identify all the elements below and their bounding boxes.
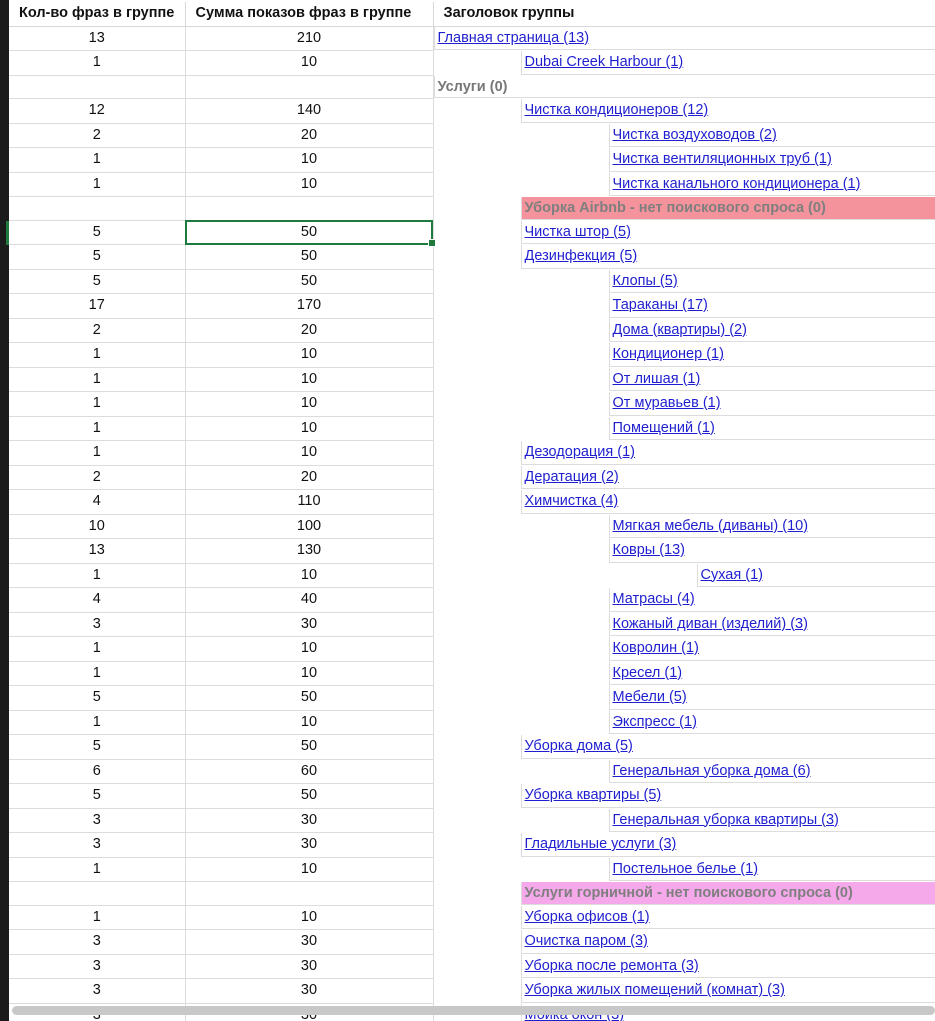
- table-row: [9, 563, 935, 588]
- cell-sum[interactable]: 10: [185, 392, 433, 417]
- group-title-link[interactable]: Чистка воздуховодов (2): [612, 126, 777, 143]
- table-row: [9, 416, 935, 441]
- group-title-link[interactable]: Уборка после ремонта (3): [524, 957, 699, 974]
- table-row: [9, 637, 935, 662]
- table-row: [9, 905, 935, 930]
- table-row: [9, 979, 935, 1004]
- group-title-cell[interactable]: [521, 221, 935, 245]
- table-row: [9, 294, 935, 319]
- cell-title[interactable]: [433, 735, 935, 760]
- table-row: [9, 759, 935, 784]
- group-title-cell[interactable]: [609, 343, 935, 367]
- cell-count[interactable]: [9, 197, 185, 221]
- cell-title[interactable]: [433, 269, 935, 294]
- cell-title[interactable]: [433, 930, 935, 955]
- group-title-link[interactable]: Главная страница (13): [437, 29, 590, 46]
- cell-sum[interactable]: 210: [185, 26, 433, 51]
- cell-count[interactable]: 13: [9, 539, 185, 564]
- group-title-cell[interactable]: [521, 833, 935, 857]
- group-title-cell[interactable]: [521, 955, 935, 979]
- active-row-marker: [6, 221, 9, 245]
- cell-count[interactable]: 2: [9, 123, 185, 148]
- cell-title[interactable]: [433, 343, 935, 368]
- group-title-cell[interactable]: [609, 270, 935, 294]
- group-title-cell[interactable]: [434, 27, 935, 51]
- cell-count[interactable]: 1: [9, 661, 185, 686]
- cell-title[interactable]: [433, 197, 935, 221]
- table-row: [9, 123, 935, 148]
- cell-count[interactable]: 3: [9, 808, 185, 833]
- cell-count[interactable]: 1: [9, 563, 185, 588]
- cell-sum[interactable]: 10: [185, 710, 433, 735]
- group-title-link[interactable]: Кресел (1): [612, 664, 683, 681]
- group-title-cell[interactable]: [609, 711, 935, 735]
- header-title[interactable]: Заголовок группы: [433, 2, 935, 26]
- cell-sum[interactable]: 100: [185, 514, 433, 539]
- table-row: [9, 148, 935, 173]
- group-title-cell[interactable]: [609, 515, 935, 539]
- cell-title[interactable]: [433, 979, 935, 1004]
- cell-title[interactable]: [433, 99, 935, 124]
- cell-title[interactable]: [433, 905, 935, 930]
- cell-title[interactable]: [433, 954, 935, 979]
- group-title-cell[interactable]: [521, 490, 935, 514]
- row-headers-strip[interactable]: [0, 0, 9, 1021]
- cell-count[interactable]: 5: [9, 245, 185, 270]
- group-title-cell[interactable]: [609, 613, 935, 637]
- group-title-cell[interactable]: [521, 930, 935, 954]
- cell-count[interactable]: 2: [9, 318, 185, 343]
- header-count[interactable]: Кол-во фраз в группе: [9, 2, 185, 26]
- cell-title[interactable]: [433, 75, 935, 99]
- group-title-cell[interactable]: [434, 76, 935, 99]
- table-row: [9, 857, 935, 882]
- cell-title[interactable]: [433, 294, 935, 319]
- group-title-cell[interactable]: [521, 197, 935, 220]
- cell-count[interactable]: 1: [9, 51, 185, 76]
- group-title-cell[interactable]: [609, 294, 935, 318]
- cell-title[interactable]: [433, 563, 935, 588]
- group-title-link[interactable]: Кондиционер (1): [612, 346, 724, 362]
- cell-count[interactable]: 1: [9, 710, 185, 735]
- group-title-cell[interactable]: [609, 662, 935, 686]
- cell-title[interactable]: [433, 661, 935, 686]
- cell-sum[interactable]: 140: [185, 99, 433, 124]
- group-title-link[interactable]: Генеральная уборка дома (6): [612, 762, 811, 779]
- group-title-link[interactable]: Помещений (1): [612, 419, 715, 436]
- group-title-cell[interactable]: [521, 245, 935, 269]
- table-row: [9, 99, 935, 124]
- group-title-link[interactable]: Генеральная уборка квартиры (3): [612, 811, 839, 828]
- group-title-link[interactable]: Чистка канального кондиционера (1): [612, 175, 861, 192]
- group-title-link[interactable]: Чистка вентиляционных труб (1): [612, 151, 832, 167]
- cell-sum[interactable]: [185, 882, 433, 906]
- cell-sum[interactable]: 10: [185, 441, 433, 466]
- horizontal-scrollbar[interactable]: [12, 1006, 935, 1015]
- group-title-link[interactable]: Ковры (13): [612, 542, 686, 558]
- cell-title[interactable]: [433, 26, 935, 51]
- group-title-cell[interactable]: [521, 784, 935, 808]
- group-title-cell[interactable]: [609, 588, 935, 612]
- table-row: [9, 392, 935, 417]
- cell-title[interactable]: [433, 833, 935, 858]
- cell-sum[interactable]: 50: [185, 735, 433, 760]
- cell-sum-selected[interactable]: 50: [185, 220, 433, 245]
- cell-count[interactable]: 3: [9, 979, 185, 1004]
- group-title-link[interactable]: Тараканы (17): [612, 297, 708, 313]
- group-title-cell[interactable]: [521, 51, 935, 75]
- cell-title[interactable]: [433, 441, 935, 466]
- cell-sum[interactable]: 30: [185, 979, 433, 1004]
- cell-count[interactable]: [9, 882, 185, 906]
- cell-count[interactable]: 12: [9, 99, 185, 124]
- group-title-cell[interactable]: [609, 858, 935, 882]
- group-title-cell[interactable]: [521, 466, 935, 490]
- cell-sum[interactable]: 20: [185, 465, 433, 490]
- table-row: [9, 490, 935, 515]
- cell-sum[interactable]: 60: [185, 759, 433, 784]
- group-title-link[interactable]: Ковролин (1): [612, 640, 699, 656]
- cell-sum[interactable]: 30: [185, 612, 433, 637]
- cell-sum[interactable]: [185, 197, 433, 221]
- cell-sum[interactable]: 30: [185, 954, 433, 979]
- group-title-cell[interactable]: [609, 637, 935, 661]
- cell-title[interactable]: [433, 784, 935, 809]
- cell-count[interactable]: 4: [9, 490, 185, 515]
- cell-title[interactable]: [433, 882, 935, 906]
- group-title-cell[interactable]: [609, 368, 935, 392]
- cell-sum[interactable]: 50: [185, 686, 433, 711]
- cell-title[interactable]: [433, 318, 935, 343]
- table-row: [9, 808, 935, 833]
- header-row: [9, 2, 935, 26]
- group-title-link[interactable]: Дезинфекция (5): [524, 248, 638, 264]
- group-title-link[interactable]: От муравьев (1): [612, 395, 721, 411]
- cell-count[interactable]: 4: [9, 588, 185, 613]
- cell-count[interactable]: 1: [9, 441, 185, 466]
- cell-title[interactable]: [433, 367, 935, 392]
- group-title-link[interactable]: Матрасы (4): [612, 591, 695, 607]
- cell-sum[interactable]: 50: [185, 245, 433, 270]
- group-title-link[interactable]: Клопы (5): [612, 272, 678, 289]
- cell-sum[interactable]: 30: [185, 808, 433, 833]
- cell-count[interactable]: 1: [9, 637, 185, 662]
- group-title-link[interactable]: Химчистка (4): [524, 493, 619, 509]
- group-title-cell[interactable]: [609, 173, 935, 197]
- group-title-cell[interactable]: [609, 319, 935, 343]
- group-title-cell[interactable]: [609, 760, 935, 784]
- cell-title[interactable]: [433, 392, 935, 417]
- table-row: [9, 784, 935, 809]
- group-title-label: Услуги (0): [437, 78, 508, 95]
- cell-title[interactable]: [433, 490, 935, 515]
- table-row: [9, 588, 935, 613]
- cell-count[interactable]: 10: [9, 514, 185, 539]
- group-title-cell[interactable]: [521, 99, 935, 123]
- cell-sum[interactable]: 50: [185, 269, 433, 294]
- table-row: [9, 954, 935, 979]
- group-title-link[interactable]: Постельное белье (1): [612, 860, 759, 877]
- table-row: [9, 51, 935, 76]
- cell-sum[interactable]: 10: [185, 51, 433, 76]
- cell-sum[interactable]: 10: [185, 343, 433, 368]
- cell-sum[interactable]: 30: [185, 833, 433, 858]
- group-title-link[interactable]: Мебели (5): [612, 689, 687, 705]
- table-row: [9, 661, 935, 686]
- cell-count[interactable]: 1: [9, 367, 185, 392]
- cell-sum[interactable]: 10: [185, 905, 433, 930]
- group-title-cell[interactable]: [609, 148, 935, 172]
- cell-count[interactable]: 6: [9, 759, 185, 784]
- cell-count[interactable]: 1: [9, 392, 185, 417]
- table-row: [9, 220, 935, 245]
- table-row: [9, 833, 935, 858]
- cell-title[interactable]: [433, 588, 935, 613]
- cell-title[interactable]: [433, 539, 935, 564]
- table-row: [9, 367, 935, 392]
- group-title-link[interactable]: Уборка жилых помещений (комнат) (3): [524, 982, 785, 998]
- cell-count[interactable]: 5: [9, 784, 185, 809]
- table-row: [9, 269, 935, 294]
- table-row: [9, 930, 935, 955]
- group-title-link[interactable]: Уборка квартиры (5): [524, 787, 662, 803]
- cell-count[interactable]: 1: [9, 343, 185, 368]
- cell-count[interactable]: 1: [9, 416, 185, 441]
- cell-title[interactable]: [433, 759, 935, 784]
- group-title-cell[interactable]: [521, 735, 935, 759]
- table-row: [9, 686, 935, 711]
- group-title-cell[interactable]: [609, 809, 935, 833]
- group-title-link[interactable]: Уборка офисов (1): [524, 908, 650, 925]
- cell-count[interactable]: 5: [9, 220, 185, 245]
- table-row: [9, 465, 935, 490]
- cell-title[interactable]: [433, 686, 935, 711]
- cell-title[interactable]: [433, 465, 935, 490]
- cell-title[interactable]: [433, 51, 935, 76]
- cell-sum[interactable]: 40: [185, 588, 433, 613]
- group-title-link[interactable]: Экспресс (1): [612, 713, 697, 730]
- table-row: [9, 441, 935, 466]
- cell-sum[interactable]: 20: [185, 318, 433, 343]
- cell-count[interactable]: 1: [9, 857, 185, 882]
- group-title-label: Уборка Airbnb - нет поискового спроса (0): [524, 200, 826, 216]
- data-grid: [9, 2, 935, 1021]
- group-title-link[interactable]: Сухая (1): [700, 566, 763, 583]
- group-title-cell[interactable]: [609, 686, 935, 710]
- group-title-link[interactable]: Dubai Creek Harbour (1): [524, 54, 684, 70]
- cell-title[interactable]: [433, 710, 935, 735]
- group-title-link[interactable]: Чистка кондиционеров (12): [524, 102, 709, 118]
- cell-title[interactable]: [433, 808, 935, 833]
- cell-count[interactable]: 3: [9, 954, 185, 979]
- cell-sum[interactable]: 10: [185, 367, 433, 392]
- cell-sum[interactable]: 30: [185, 930, 433, 955]
- cell-count[interactable]: [9, 75, 185, 99]
- group-title-label: Услуги горничной - нет поискового спроса (0): [524, 885, 853, 901]
- group-title-cell[interactable]: [521, 979, 935, 1003]
- group-title-link[interactable]: Уборка дома (5): [524, 738, 633, 754]
- group-title-link[interactable]: Кожаный диван (изделий) (3): [612, 615, 808, 632]
- cell-title[interactable]: [433, 220, 935, 245]
- cell-title[interactable]: [433, 148, 935, 173]
- group-title-cell[interactable]: [521, 441, 935, 465]
- cell-sum[interactable]: 130: [185, 539, 433, 564]
- cell-count[interactable]: 17: [9, 294, 185, 319]
- group-title-cell[interactable]: [609, 124, 935, 148]
- cell-title[interactable]: [433, 172, 935, 197]
- cell-sum[interactable]: 170: [185, 294, 433, 319]
- cell-sum[interactable]: 10: [185, 661, 433, 686]
- cell-count[interactable]: 3: [9, 612, 185, 637]
- cell-title[interactable]: [433, 857, 935, 882]
- group-title-link[interactable]: Мягкая мебель (диваны) (10): [612, 517, 809, 534]
- group-title-link[interactable]: Гладильные услуги (3): [524, 836, 677, 852]
- cell-sum[interactable]: 10: [185, 416, 433, 441]
- cell-sum[interactable]: 10: [185, 637, 433, 662]
- group-title-cell[interactable]: [609, 539, 935, 563]
- group-title-link[interactable]: Очистка паром (3): [524, 933, 648, 949]
- grid-body: [9, 26, 935, 1021]
- table-row: [9, 343, 935, 368]
- header-sum[interactable]: Сумма показов фраз в группе: [185, 2, 433, 26]
- cell-sum[interactable]: 10: [185, 172, 433, 197]
- cell-title[interactable]: [433, 416, 935, 441]
- cell-count[interactable]: 1: [9, 905, 185, 930]
- cell-count[interactable]: 1: [9, 148, 185, 173]
- cell-sum[interactable]: 20: [185, 123, 433, 148]
- cell-count[interactable]: 2: [9, 465, 185, 490]
- table-row: [9, 539, 935, 564]
- cell-count[interactable]: 1: [9, 172, 185, 197]
- group-title-link[interactable]: Дезодорация (1): [524, 444, 635, 460]
- cell-count[interactable]: 5: [9, 269, 185, 294]
- cell-count[interactable]: 5: [9, 686, 185, 711]
- table-row: [9, 514, 935, 539]
- table-row: [9, 735, 935, 760]
- cell-title[interactable]: [433, 514, 935, 539]
- group-title-link[interactable]: От лишая (1): [612, 370, 701, 387]
- cell-count[interactable]: 13: [9, 26, 185, 51]
- cell-sum[interactable]: 10: [185, 563, 433, 588]
- table-row: [9, 318, 935, 343]
- group-title-link[interactable]: Чистка штор (5): [524, 223, 631, 240]
- group-title-cell[interactable]: [697, 564, 935, 588]
- cell-count[interactable]: 3: [9, 930, 185, 955]
- group-title-cell[interactable]: [521, 882, 935, 905]
- cell-title[interactable]: [433, 245, 935, 270]
- group-title-cell[interactable]: [609, 417, 935, 441]
- table-row: [9, 882, 935, 906]
- group-title-cell[interactable]: [609, 392, 935, 416]
- cell-sum[interactable]: 10: [185, 148, 433, 173]
- cell-sum[interactable]: 50: [185, 784, 433, 809]
- group-title-link[interactable]: Дератация (2): [524, 468, 619, 485]
- cell-title[interactable]: [433, 612, 935, 637]
- cell-title[interactable]: [433, 123, 935, 148]
- table-row: [9, 197, 935, 221]
- table-row: [9, 245, 935, 270]
- cell-sum[interactable]: 10: [185, 857, 433, 882]
- table-row: [9, 26, 935, 51]
- table-row: [9, 612, 935, 637]
- cell-count[interactable]: 5: [9, 735, 185, 760]
- cell-count[interactable]: 3: [9, 833, 185, 858]
- group-title-cell[interactable]: [521, 906, 935, 930]
- cell-sum[interactable]: 110: [185, 490, 433, 515]
- cell-title[interactable]: [433, 637, 935, 662]
- table-row: [9, 75, 935, 99]
- table-row: [9, 172, 935, 197]
- table-row: [9, 710, 935, 735]
- group-title-link[interactable]: Дома (квартиры) (2): [612, 321, 747, 338]
- cell-sum[interactable]: [185, 75, 433, 99]
